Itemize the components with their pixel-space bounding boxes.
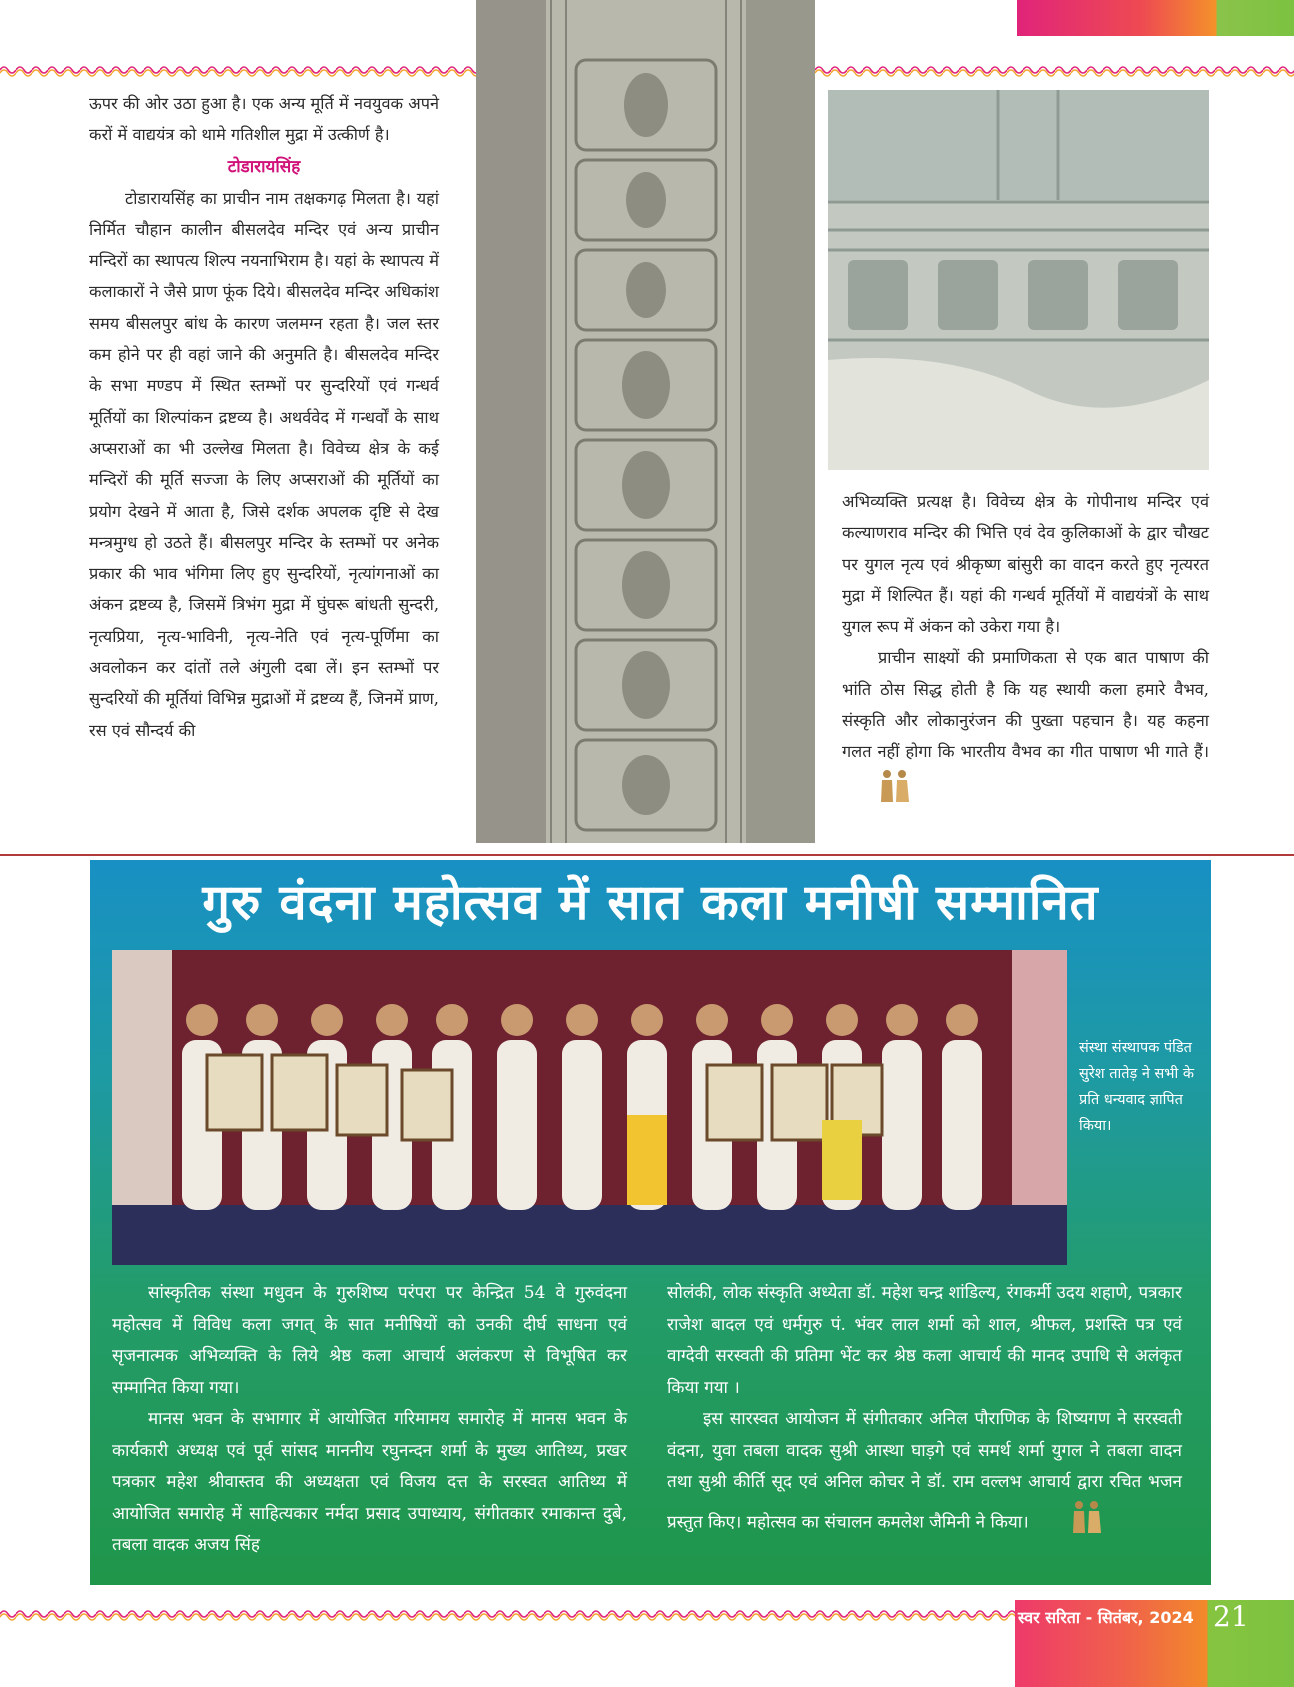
wavy-border-ornament-right xyxy=(815,63,1294,77)
top-color-bar xyxy=(1017,0,1294,36)
news-col2-para2-text: इस सारस्वत आयोजन में संगीतकार अनिल पौराणिक के शिष्यगण ने सरस्वती वंदना, युवा तबला वादक सुश्री आस्था घाड़गे एवं समर्थ शर्मा युगल ने तबला वादन तथा सुश्री कीर्ति सूद एवं अनिल कोचर ने डॉ. राम वल्लभ आचार्य द्वारा रचित भजन प्रस्तुत किए। महोत्सव का संचालन कमलेश जैमिनी ने किया। xyxy=(667,1409,1182,1532)
figurine-pair-icon xyxy=(842,768,912,814)
news-col2-para2 xyxy=(667,1404,1182,1546)
wavy-border-ornament-bottom xyxy=(0,1606,1015,1620)
photo-caption: संस्था संस्थापक पंडित सुरेश तातेड़ ने सभी के प्रति धन्यवाद ज्ञापित किया। xyxy=(1079,1040,1195,1134)
right-paragraph-2 xyxy=(842,642,1209,813)
award-ceremony-photo xyxy=(112,950,1067,1265)
right-text-column xyxy=(842,486,1209,814)
wavy-border-ornament-left xyxy=(0,63,476,77)
left-text-column xyxy=(89,88,439,746)
right-paragraph-2-text: प्राचीन साक्ष्यों की प्रमाणिकता से एक बात पाषाण की भांति ठोस सिद्ध होती है कि यह स्थायी कला हमारे वैभव, संस्कृति और लोकानुरंजन की पुख्ता पहचान है। यह कहना गलत नहीं होगा कि भारतीय वैभव का गीत पाषाण भी गाते हैं। xyxy=(842,648,1209,762)
left-paragraph-top: ऊपर की ओर उठा हुआ है। एक अन्य मूर्ति में नवयुवक अपने करों में वाद्ययंत्र को थामे गतिशील मुद्रा में उत्कीर्ण है। xyxy=(89,94,439,145)
right-paragraph-1: अभिव्यक्ति प्रत्यक्ष है। विवेच्य क्षेत्र के गोपीनाथ मन्दिर एवं कल्याणराव मन्दिर की भित्ति एवं देव कुलिकाओं के द्वार चौखट पर युगल नृत्य एवं श्रीकृष्ण बांसुरी का वादन करते हुए नृत्यरत मुद्रा में शिल्पित हैं। यहां की गन्धर्व मूर्तियों में वाद्ययंत्रों के साथ युगल रूप में अंकन को उकेरा गया है। xyxy=(842,492,1209,637)
temple-pillar-photo xyxy=(476,0,815,843)
figurine-pair-icon xyxy=(1034,1499,1104,1547)
news-column-1 xyxy=(112,1278,627,1562)
news-column-2 xyxy=(667,1278,1182,1546)
news-headline: गुरु वंदना महोत्सव में सात कला मनीषी सम्मानित xyxy=(202,874,1099,931)
news-col1-para2: मानस भवन के सभागार में आयोजित गरिमामय समारोह में मानस भवन के कार्यकारी अध्यक्ष एवं पूर्व सांसद माननीय रघुनन्दन शर्मा के मुख्य आतिथ्य, प्रखर पत्रकार महेश श्रीवास्तव की अध्यक्षता एवं विजय दत्त के सरस्वत आतिथ्य में आयोजित समारोह में साहित्यकार नर्मदा प्रसाद उपाध्याय, संगीतकार रमाकान्त दुबे, तबला वादक अजय सिंह xyxy=(112,1409,627,1555)
temple-frieze-photo xyxy=(828,90,1209,470)
news-col1-para1: सांस्कृतिक संस्था मधुवन के गुरुशिष्य परंपरा पर केन्द्रित 54 वे गुरुवंदना महोत्सव में विविध कला जगत् के सात मनीषियों को उनकी दीर्घ साधना एवं सृजनात्मक अभिव्यक्ति के लिये श्रेष्ठ कला आचार्य अलंकरण से विभूषित कर सम्मानित किया गया। xyxy=(112,1283,627,1398)
section-subheading: टोडारायसिंह xyxy=(227,156,301,177)
news-col2-para1: सोलंकी, लोक संस्कृति अध्येता डॉ. महेश चन्द्र शांडिल्य, रंगकर्मी उदय शहाणे, पत्रकार राजेश बादल एवं धर्मगुरु पं. भंवर लाल शर्मा को शाल, श्रीफल, प्रशस्ति पत्र एवं वाग्देवी सरस्वती की प्रतिमा भेंट कर श्रेष्ठ कला आचार्य की मानद उपाधि से अलंकृत किया गया । xyxy=(667,1283,1182,1398)
left-paragraph-main: टोडारायसिंह का प्राचीन नाम तक्षकगढ़ मिलता है। यहां निर्मित चौहान कालीन बीसलदेव मन्दिर एवं अन्य प्राचीन मन्दिरों का स्थापत्य शिल्प नयनाभिराम है। यहां के स्थापत्य में कलाकारों ने जैसे प्राण फूंक दिये। बीसलदेव मन्दिर अधिकांश समय बीसलपुर बांध के कारण जलमग्न रहता है। जल स्तर कम होने पर ही वहां जाने की अनुमति है। बीसलदेव मन्दिर के सभा मण्डप में स्थित स्तम्भों पर सुन्दरियों एवं गन्धर्व मूर्तियों का शिल्पांकन द्रष्टव्य है। अथर्ववेद में गन्धर्वों के साथ अप्सराओं का भी उल्लेख मिलता है। विवेच्य क्षेत्र के कई मन्दिरों की मूर्ति सज्जा के लिए अप्सराओं की मूर्तियों का प्रयोग देखने में आता है, जिसे दर्शक अपलक दृष्टि से देख मन्त्रमुग्ध हो उठते हैं। बीसलपुर मन्दिर के स्तम्भों पर अनेक प्रकार की भाव भंगिमा लिए हुए सुन्दरियों, नृत्यांगनाओं का अंकन द्रष्टव्य है, जिसमें त्रिभंग मुद्रा में घुंघरू बांधती सुन्दरी, नृत्यप्रिया, नृत्य-भाविनी, नृत्य-नेति एवं नृत्य-पूर्णिमा का अवलोकन कर दांतों तले अंगुली दबा लें। इन स्तम्भों पर सुन्दरियों की मूर्तियां विभिन्न मुद्राओं में द्रष्टव्य हैं, जिनमें प्राण, रस एवं सौन्दर्य की xyxy=(89,188,439,740)
magazine-footer: स्वर सरिता - सितंबर, 2024 xyxy=(1018,1608,1194,1627)
section-divider xyxy=(0,854,1294,856)
page-number: 21 xyxy=(1213,1600,1249,1633)
